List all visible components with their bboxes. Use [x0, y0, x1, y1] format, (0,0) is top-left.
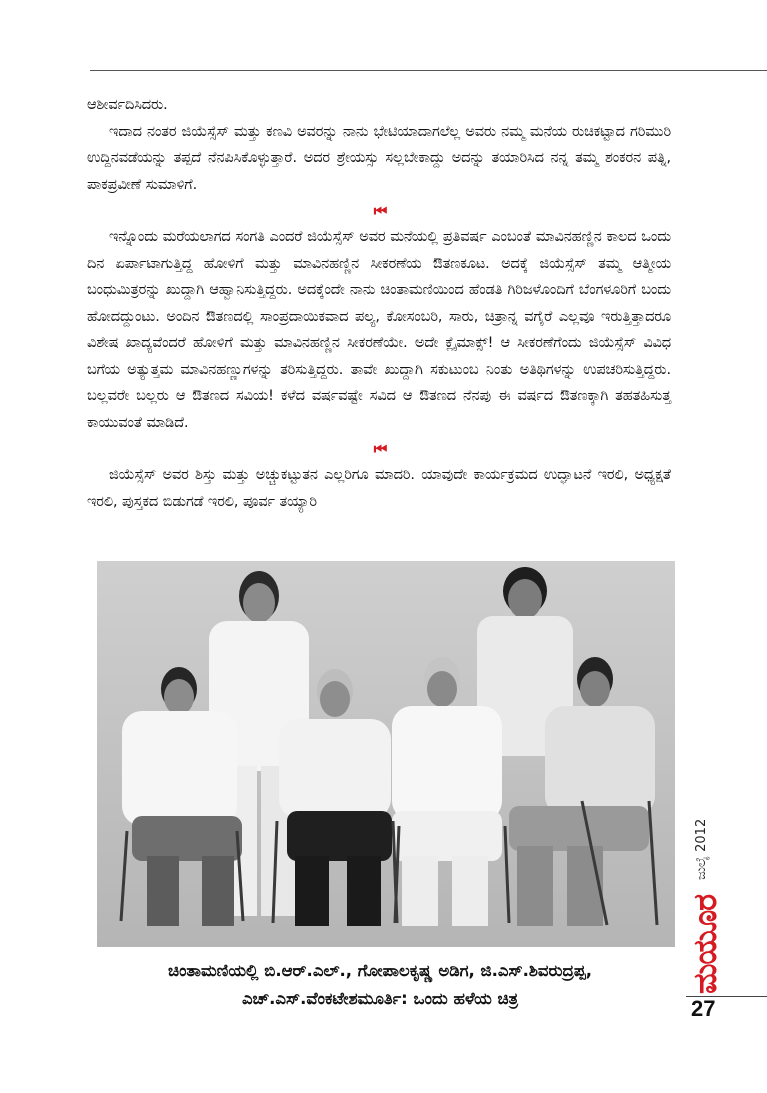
article-line-1: ಆಶೀರ್ವದಿಸಿದರು.	[87, 97, 168, 113]
issue-date: ಜುಲೈ 2012	[694, 818, 709, 880]
caption-line-1: ಚಿಂತಾಮಣಿಯಲ್ಲಿ ಬಿ.ಆರ್.ಎಲ್., ಗೋಪಾಲಕೃಷ್ಣ ಅಡಿಗ, ಜಿ.ಎಸ್.ಶಿವರುದ್ರಪ್ಪ,	[168, 961, 592, 980]
article-paragraph-3: ಜಿಯೆಸ್ಸೆಸ್ ಅವರ ಶಿಸ್ತು ಮತ್ತು ಅಚ್ಚುಕಟ್ಟುತನ ಎಲ್ಲರಿಗೂ ಮಾದರಿ. ಯಾವುದೇ ಕಾರ್ಯಕ್ರಮದ ಉದ್ಘಾಟನೆ ಇರಲಿ, ಅಧ್ಯಕ್ಷತೆ ಇರಲಿ, ಪುಸ್ತಕದ ಬಿಡುಗಡೆ ಇರಲಿ, ಪೂರ್ವ ತಯ್ಯಾರಿ	[87, 467, 671, 510]
photo-caption	[80, 957, 680, 1013]
section-separator-icon: ⏮	[373, 202, 385, 220]
page-number: 27	[691, 996, 716, 1021]
group-photo-illustration	[97, 561, 675, 947]
article-body-top	[87, 92, 671, 515]
caption-line-2: ಎಚ್.ಎಸ್.ವೆಂಕಟೇಶಮೂರ್ತಿ: ಒಂದು ಹಳೆಯ ಚಿತ್ರ	[241, 989, 519, 1008]
article-paragraph-2: ಇನ್ನೊಂದು ಮರೆಯಲಾಗದ ಸಂಗತಿ ಎಂದರೆ ಜಿಯೆಸ್ಸೆಸ್ ಅವರ ಮನೆಯಲ್ಲಿ ಪ್ರತಿವರ್ಷ ಎಂಬಂತೆ ಮಾವಿನಹಣ್ಣಿನ ಕಾಲದ ಒಂದು ದಿನ ಏರ್ಪಾಟಾಗುತ್ತಿದ್ದ ಹೋಳಿಗೆ ಮತ್ತು ಮಾವಿನಹಣ್ಣಿನ ಸೀಕರಣೆಯ ಔತಣಕೂಟ. ಅದಕ್ಕೆ ಜಿಯೆಸ್ಸೆಸ್ ತಮ್ಮ ಆತ್ಮೀಯ ಬಂಧುಮಿತ್ರರನ್ನು ಖುದ್ದಾಗಿ ಆಹ್ವಾನಿಸುತ್ತಿದ್ದರು. ಅದಕ್ಕೆಂದೇ ನಾನು ಚಿಂತಾಮಣಿಯಿಂದ ಹೆಂಡತಿ ಗಿರಿಜಳೊಂದಿಗೆ ಬೆಂಗಳೂರಿಗೆ ಬಂದು ಹೋದದ್ದುಂಟು. ಅಂದಿನ ಔತಣದಲ್ಲಿ ಸಾಂಪ್ರದಾಯಿಕವಾದ ಪಲ್ಯ, ಕೋಸಂಬರಿ, ಸಾರು, ಚಿತ್ರಾನ್ನ ವಗೈರೆ ಎಲ್ಲವೂ ಇರುತ್ತಿತ್ತಾದರೂ ವಿಶೇಷ ಖಾದ್ಯವೆಂದರೆ ಹೋಳಿಗೆ ಮತ್ತು ಮಾವಿನಹಣ್ಣಿನ ಸೀಕರಣೆಯೇ. ಅದೇ ಕ್ಲೈಮಾಕ್ಸ್! ಆ ಸೀಕರಣೆಗೆಂದು ಜಿಯೆಸ್ಸೆಸ್ ವಿವಿಧ ಬಗೆಯ ಅತ್ಯುತ್ತಮ ಮಾವಿನಹಣ್ಣುಗಳನ್ನು ತರಿಸುತ್ತಿದ್ದರು. ತಾವೇ ಖುದ್ದಾಗಿ ಸಕುಟುಂಬ ನಿಂತು ಅತಿಥಿಗಳನ್ನು ಉಪಚರಿಸುತ್ತಿದ್ದರು. ಬಲ್ಲವರೇ ಬಲ್ಲರು ಆ ಔತಣದ ಸವಿಯ! ಕಳೆದ ವರ್ಷವಷ್ಟೇ ಸವಿದ ಆ ಔತಣದ ನೆನಪು ಈ ವರ್ಷದ ಔತಣಕ್ಕಾಗಿ ತಹತಹಿಸುತ್ತ ಕಾಯುವಂತೆ ಮಾಡಿದೆ.	[87, 229, 671, 431]
magazine-logo: ಮಯೂರ	[686, 894, 724, 994]
group-photo	[97, 561, 675, 947]
top-rule	[90, 70, 767, 71]
section-separator-icon: ⏮	[373, 440, 385, 458]
article-paragraph-1: ಇದಾದ ನಂತರ ಜಿಯೆಸ್ಸೆಸ್ ಮತ್ತು ಕಣವಿ ಅವರನ್ನು ನಾನು ಭೇಟಿಯಾದಾಗಲೆಲ್ಲ ಅವರು ನಮ್ಮ ಮನೆಯ ರುಚಿಕಟ್ಟಾದ ಗರಿಮುರಿ ಉದ್ದಿನವಡೆಯನ್ನು ತಪ್ಪದೆ ನೆನಪಿಸಿಕೊಳ್ಳುತ್ತಾರೆ. ಅದರ ಶ್ರೇಯಸ್ಸು ಸಲ್ಲಬೇಕಾದ್ದು ಅದನ್ನು ತಯಾರಿಸಿದ ನನ್ನ ತಮ್ಮ ಶಂಕರನ ಪತ್ನಿ, ಪಾಕಪ್ರವೀಣೆ ಸುಮಾಳಿಗೆ.	[87, 123, 671, 193]
